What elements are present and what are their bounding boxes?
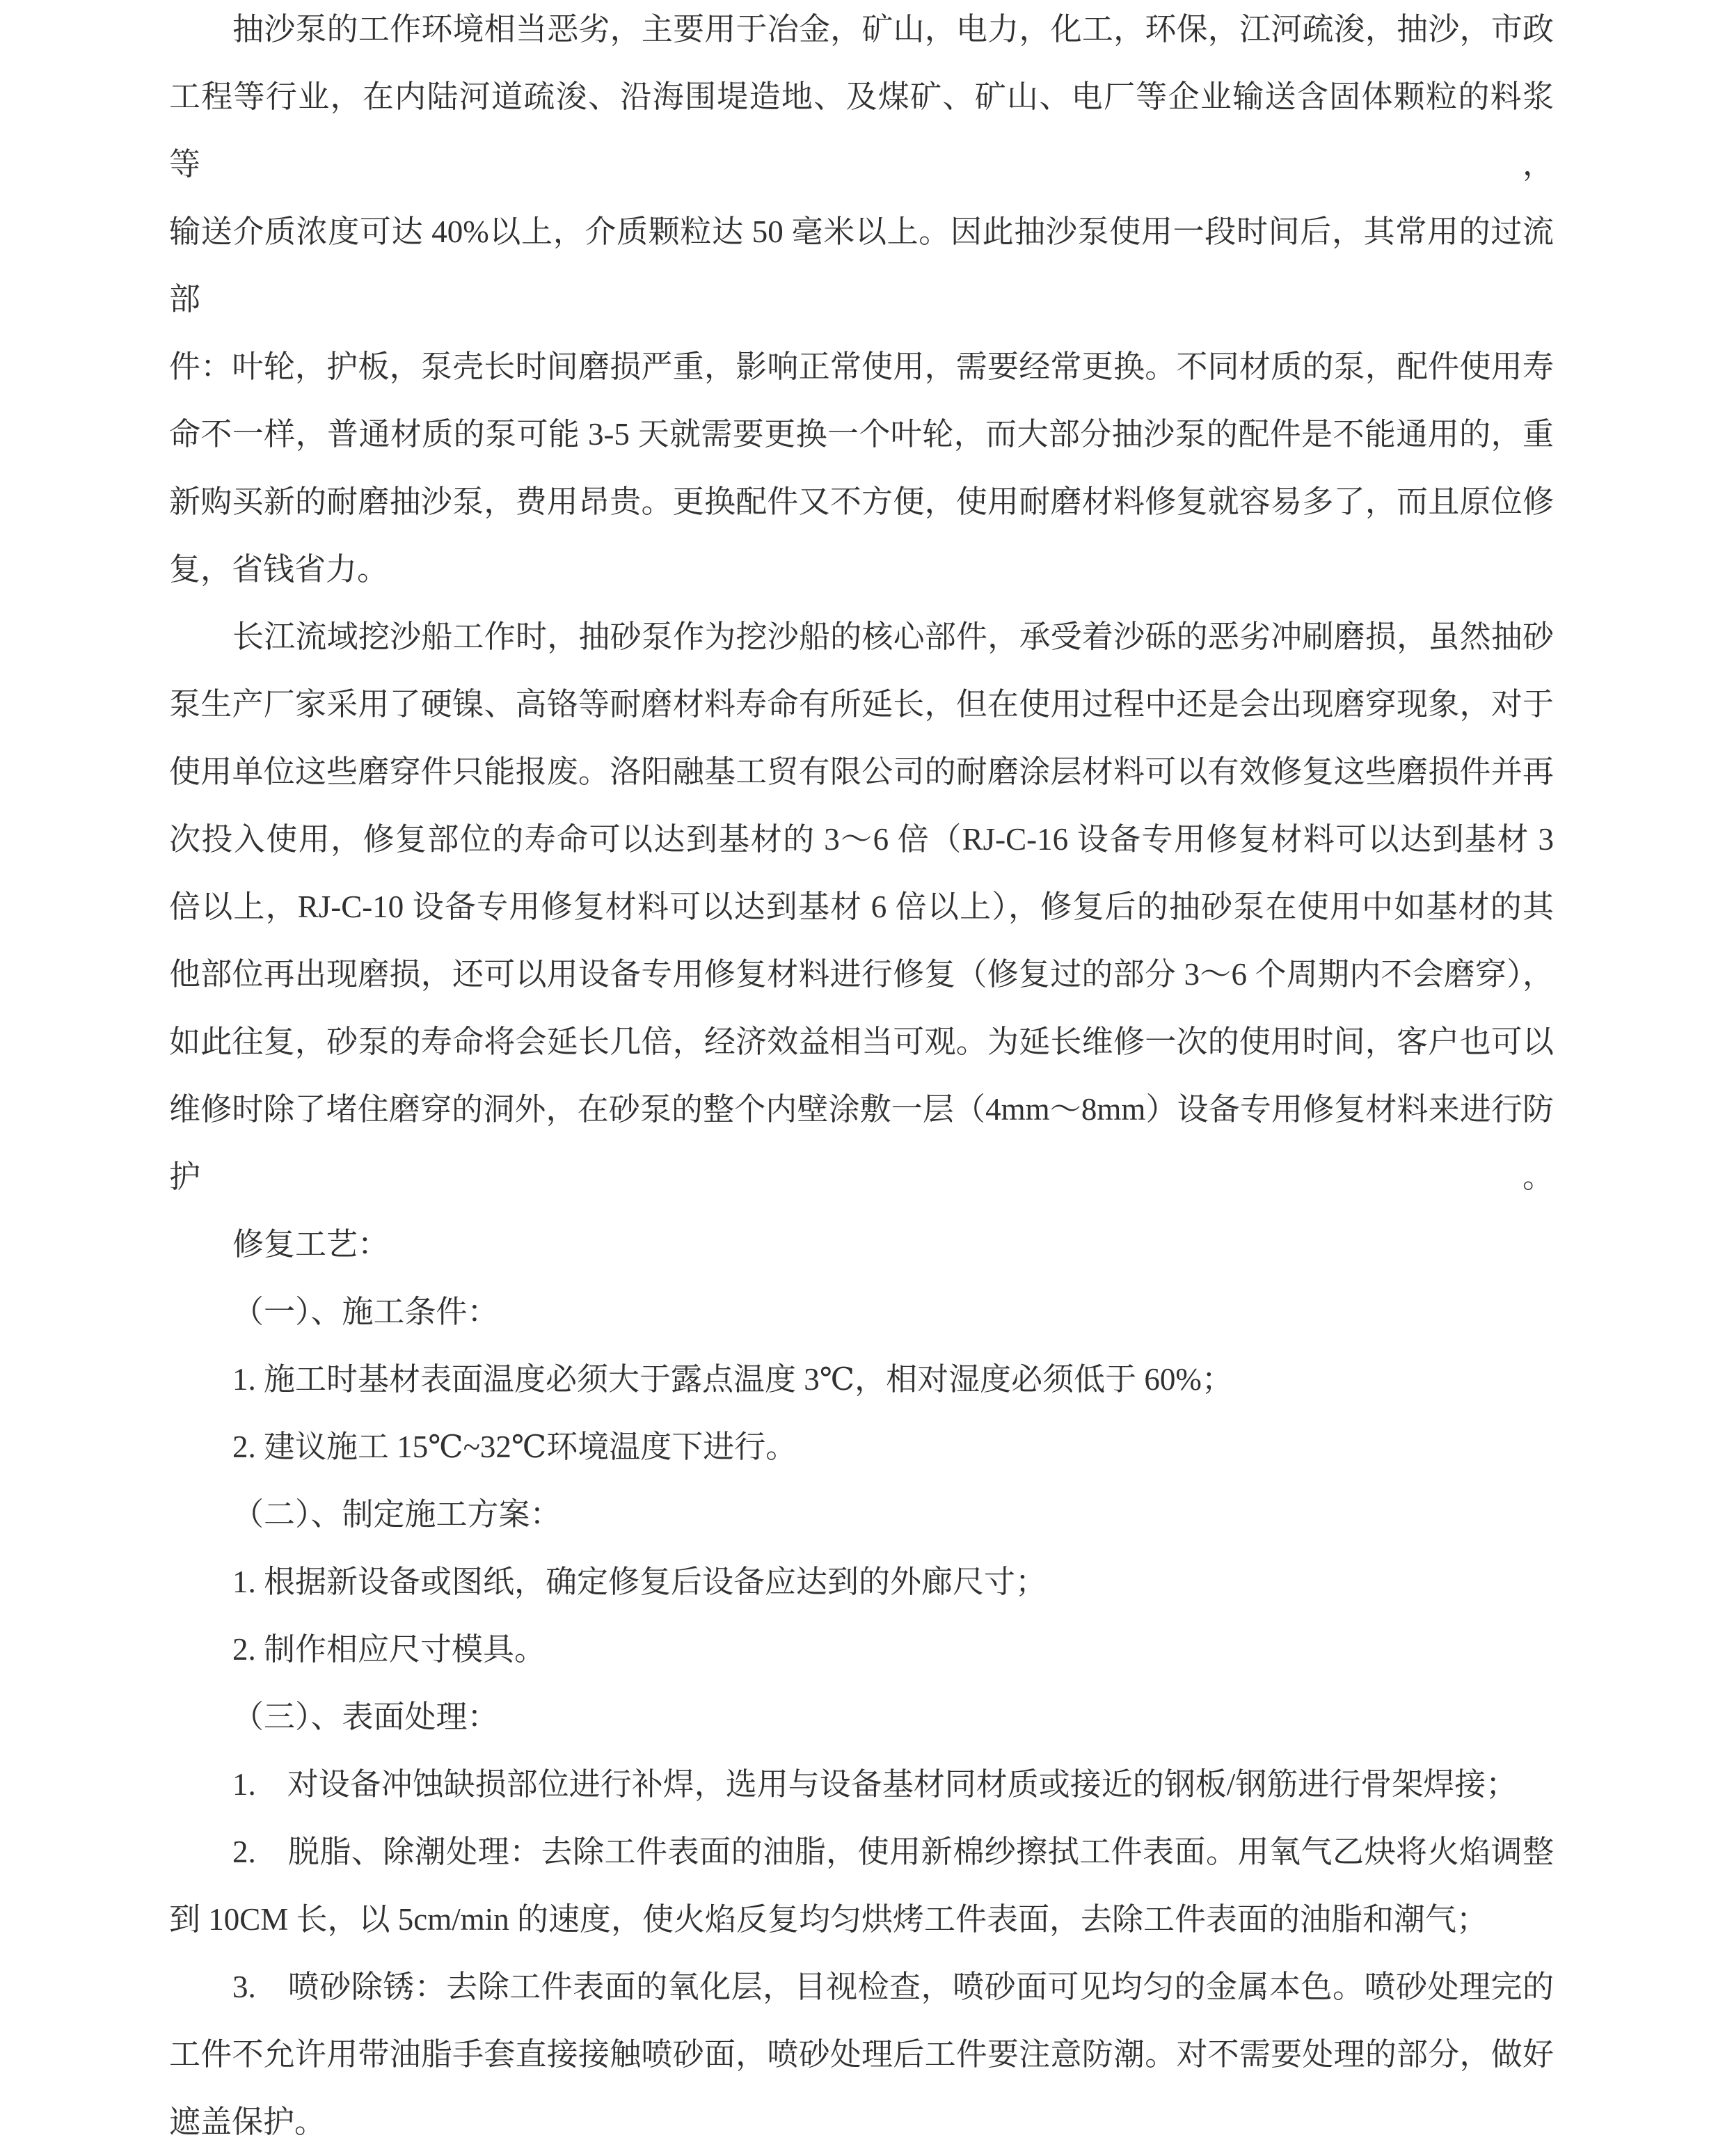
text-line: 件：叶轮，护板，泵壳长时间磨损严重，影响正常使用，需要经常更换。不同材质的泵，配件使用寿 bbox=[169, 349, 1554, 384]
text-line: 如此往复，砂泵的寿命将会延长几倍，经济效益相当可观。为延长维修一次的使用时间，客户也可以 bbox=[169, 1024, 1554, 1059]
text-line: （三）、表面处理： bbox=[232, 1699, 499, 1734]
text-line: 泵生产厂家采用了硬镍、高铬等耐磨材料寿命有所延长，但在使用过程中还是会出现磨穿现象，对于 bbox=[169, 687, 1554, 722]
text-line: 1. 施工时基材表面温度必须大于露点温度 3℃，相对湿度必须低于 60%； bbox=[232, 1362, 1233, 1397]
text-line: 维修时除了堵住磨穿的洞外，在砂泵的整个内壁涂敷一层（4mm～8mm）设备专用修复材料来进行防护。 bbox=[169, 1092, 1554, 1194]
text-line: 倍以上，RJ-C-10 设备专用修复材料可以达到基材 6 倍以上），修复后的抽砂泵在使用中如基材的其 bbox=[169, 889, 1554, 924]
text-line: 工程等行业，在内陆河道疏浚、沿海围堤造地、及煤矿、矿山、电厂等企业输送含固体颗粒的料浆等， bbox=[169, 79, 1554, 182]
text-line: 使用单位这些磨穿件只能报废。洛阳融基工贸有限公司的耐磨涂层材料可以有效修复这些磨损件并再 bbox=[169, 754, 1554, 789]
text-line: 复，省钱省力。 bbox=[169, 552, 389, 587]
document-page bbox=[169, 0, 1554, 2156]
text-line: （二）、制定施工方案： bbox=[232, 1497, 562, 1532]
text-line: 次投入使用，修复部位的寿命可以达到基材的 3～6 倍（RJ-C-16 设备专用修复材料可以达到基材 3 bbox=[169, 822, 1554, 857]
text-line: 到 10CM 长，以 5cm/min 的速度，使火焰反复均匀烘烤工件表面，去除工件表面的油脂和潮气； bbox=[169, 1902, 1488, 1937]
text-line: 遮盖保护。 bbox=[169, 2105, 326, 2139]
text-line: 1. 根据新设备或图纸，确定修复后设备应达到的外廊尺寸； bbox=[232, 1564, 1047, 1599]
text-line: 2. 建议施工 15℃~32℃环境温度下进行。 bbox=[232, 1429, 797, 1464]
text-line: 工件不允许用带油脂手套直接接触喷砂面，喷砂处理后工件要注意防潮。对不需要处理的部分，做好 bbox=[169, 2037, 1554, 2072]
text-line: 命不一样，普通材质的泵可能 3-5 天就需要更换一个叶轮，而大部分抽沙泵的配件是不能通用的，重 bbox=[169, 417, 1554, 452]
text-line: 修复工艺： bbox=[232, 1227, 390, 1262]
text-line: 2. 脱脂、除潮处理：去除工件表面的油脂，使用新棉纱擦拭工件表面。用氧气乙炔将火焰调整 bbox=[232, 1834, 1554, 1869]
text-line: 3. 喷砂除锈：去除工件表面的氧化层，目视检查，喷砂面可见均匀的金属本色。喷砂处理完的 bbox=[232, 1969, 1554, 2004]
text-line: 他部位再出现磨损，还可以用设备专用修复材料进行修复（修复过的部分 3～6 个周期内不会磨穿）， bbox=[169, 957, 1554, 992]
text-line: 1. 对设备冲蚀缺损部位进行补焊，选用与设备基材同材质或接近的钢板/钢筋进行骨架焊接； bbox=[232, 1767, 1518, 1802]
text-line: 长江流域挖沙船工作时，抽砂泵作为挖沙船的核心部件，承受着沙砾的恶劣冲刷磨损，虽然抽砂 bbox=[232, 619, 1554, 654]
text-line: （一）、施工条件： bbox=[232, 1294, 499, 1329]
text-line: 输送介质浓度可达 40%以上，介质颗粒达 50 毫米以上。因此抽沙泵使用一段时间后，其常用的过流部 bbox=[169, 214, 1554, 317]
text-line: 抽沙泵的工作环境相当恶劣，主要用于冶金，矿山，电力，化工，环保，江河疏浚，抽沙，市政 bbox=[232, 12, 1554, 47]
text-line: 2. 制作相应尺寸模具。 bbox=[232, 1632, 546, 1667]
text-line: 新购买新的耐磨抽沙泵，费用昂贵。更换配件又不方便，使用耐磨材料修复就容易多了，而且原位修 bbox=[169, 484, 1554, 519]
